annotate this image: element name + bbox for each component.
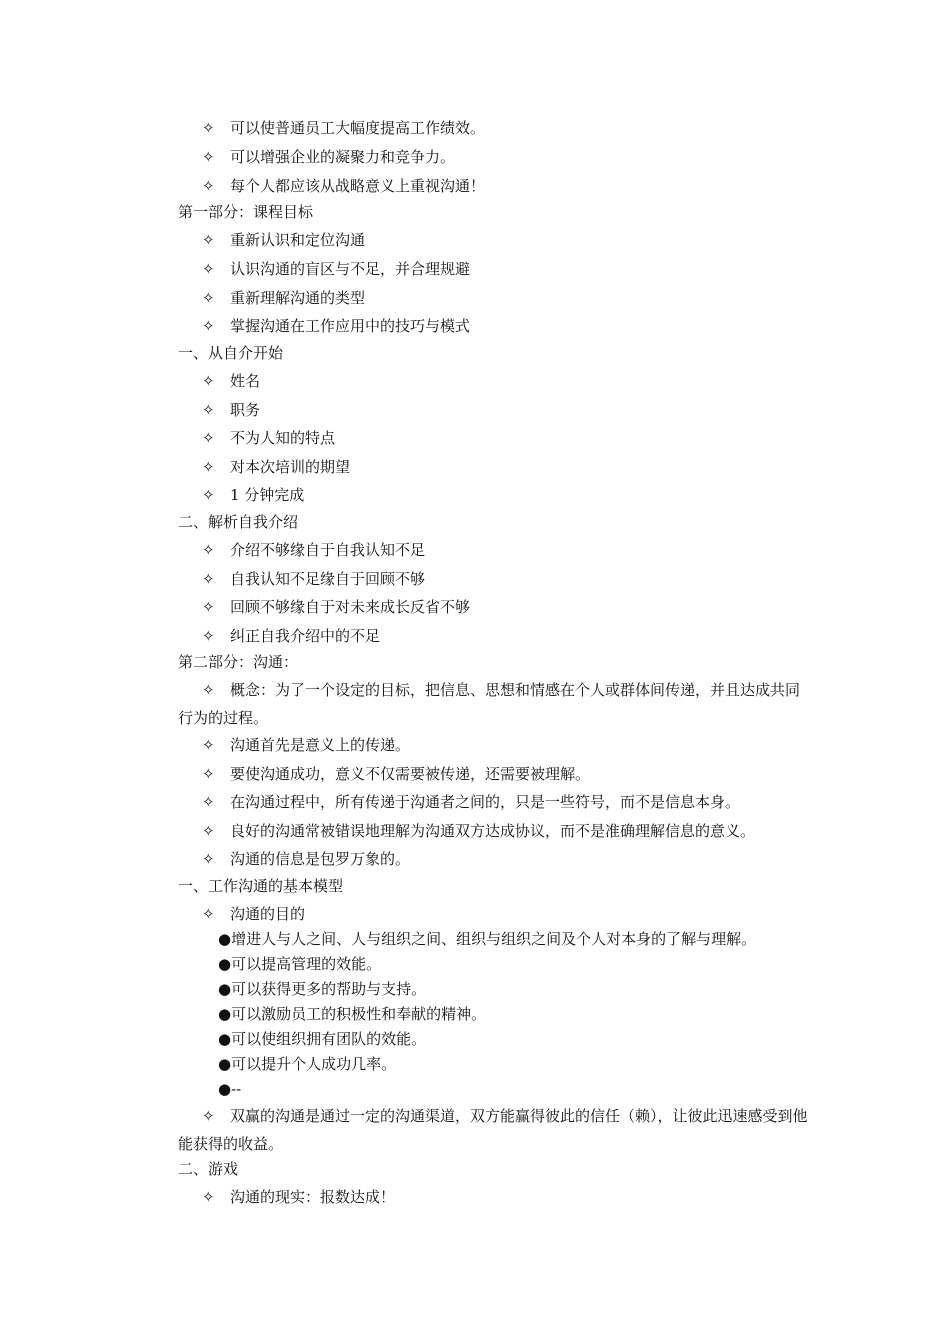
diamond-bullet-icon: ✧	[202, 627, 215, 645]
dot-bullet-icon: ●	[218, 1080, 232, 1098]
bullet-item	[202, 176, 485, 196]
bullet-text: 可以使普通员工大幅度提高工作绩效。	[230, 119, 486, 137]
bullet-item	[202, 792, 740, 812]
dot-item-text: 可以提高管理的效能。	[231, 955, 382, 973]
bullet-item	[202, 1187, 395, 1207]
diamond-bullet-icon: ✧	[202, 317, 215, 335]
bullet-item	[202, 316, 470, 336]
dot-list-item	[218, 979, 426, 999]
paragraph-text: 双赢的沟通是通过一定的沟通渠道，双方能赢得彼此的信任（赖），让彼此迅速感受到他能获得的收益。	[178, 1107, 808, 1153]
diamond-bullet-icon: ✧	[202, 905, 215, 923]
bullet-item	[202, 428, 335, 448]
dot-list-item	[218, 1054, 396, 1074]
dot-list-item	[218, 954, 381, 974]
bullet-item	[202, 626, 380, 646]
bullet-text: 沟通首先是意义上的传递。	[230, 736, 411, 754]
bullet-item	[202, 904, 305, 924]
diamond-bullet-icon: ✧	[202, 822, 215, 840]
diamond-bullet-icon: ✧	[202, 1107, 215, 1125]
bullet-text: 可以增强企业的凝聚力和竞争力。	[230, 148, 456, 166]
diamond-bullet-icon: ✧	[202, 401, 215, 419]
dot-item-text: 可以获得更多的帮助与支持。	[231, 980, 427, 998]
dot-item-text: --	[231, 1080, 242, 1098]
diamond-bullet-icon: ✧	[202, 458, 215, 476]
bullet-text: 纠正自我介绍中的不足	[230, 627, 381, 645]
dot-bullet-icon: ●	[218, 980, 232, 998]
bullet-text: 掌握沟通在工作应用中的技巧与模式	[230, 317, 471, 335]
bullet-item	[202, 230, 365, 250]
dot-list-item	[218, 929, 756, 949]
section-heading: 二、游戏	[178, 1160, 239, 1178]
section-heading: 第二部分：沟通：	[178, 653, 299, 671]
wrapped-bullet-paragraph	[178, 676, 808, 732]
bullet-item	[202, 540, 425, 560]
diamond-bullet-icon: ✧	[202, 793, 215, 811]
bullet-item	[202, 485, 304, 505]
dot-bullet-icon: ●	[218, 1030, 232, 1048]
diamond-bullet-icon: ✧	[202, 765, 215, 783]
section-heading: 一、工作沟通的基本模型	[178, 877, 344, 895]
diamond-bullet-icon: ✧	[202, 260, 215, 278]
bullet-item	[202, 457, 350, 477]
bullet-item	[202, 147, 455, 167]
bullet-text: 良好的沟通常被错误地理解为沟通双方达成协议，而不是准确理解信息的意义。	[230, 822, 756, 840]
dot-bullet-icon: ●	[218, 930, 232, 948]
dot-bullet-icon: ●	[218, 1005, 232, 1023]
bullet-text: 沟通的目的	[230, 905, 306, 923]
bullet-item	[202, 849, 410, 869]
diamond-bullet-icon: ✧	[202, 850, 215, 868]
diamond-bullet-icon: ✧	[202, 372, 215, 390]
diamond-bullet-icon: ✧	[202, 736, 215, 754]
bullet-item	[202, 400, 260, 420]
diamond-bullet-icon: ✧	[202, 429, 215, 447]
bullet-text: 认识沟通的盲区与不足，并合理规避	[230, 260, 471, 278]
bullet-text: 不为人知的特点	[230, 429, 336, 447]
bullet-text: 1 分钟完成	[230, 486, 305, 504]
dot-item-text: 增进人与人之间、人与组织之间、组织与组织之间及个人对本身的了解与理解。	[231, 930, 757, 948]
diamond-bullet-icon: ✧	[202, 289, 215, 307]
section-heading: 一、从自介开始	[178, 344, 284, 362]
wrapped-bullet-paragraph	[178, 1102, 808, 1158]
dot-list-item	[218, 1029, 426, 1049]
dot-item-text: 可以使组织拥有团队的效能。	[231, 1030, 427, 1048]
section-heading: 第一部分：课程目标	[178, 203, 314, 221]
diamond-bullet-icon: ✧	[202, 598, 215, 616]
bullet-text: 重新理解沟通的类型	[230, 289, 366, 307]
diamond-bullet-icon: ✧	[202, 570, 215, 588]
bullet-text: 重新认识和定位沟通	[230, 231, 366, 249]
diamond-bullet-icon: ✧	[202, 119, 215, 137]
bullet-text: 要使沟通成功，意义不仅需要被传递，还需要被理解。	[230, 765, 591, 783]
bullet-text: 姓名	[230, 372, 261, 390]
section-heading: 二、解析自我介绍	[178, 513, 299, 531]
diamond-bullet-icon: ✧	[202, 177, 215, 195]
paragraph-text: 概念：为了一个设定的目标，把信息、思想和情感在个人或群体间传递，并且达成共同行为的过程。	[178, 681, 801, 727]
bullet-item	[202, 569, 425, 589]
bullet-item	[202, 288, 365, 308]
diamond-bullet-icon: ✧	[202, 486, 215, 504]
bullet-item	[202, 371, 260, 391]
dot-bullet-icon: ●	[218, 955, 232, 973]
dot-item-text: 可以提升个人成功几率。	[231, 1055, 397, 1073]
bullet-item	[202, 735, 410, 755]
bullet-item	[202, 118, 485, 138]
bullet-item	[202, 821, 755, 841]
bullet-text: 沟通的信息是包罗万象的。	[230, 850, 411, 868]
bullet-item	[202, 259, 470, 279]
diamond-bullet-icon: ✧	[202, 231, 215, 249]
dot-list-item	[218, 1079, 241, 1099]
bullet-item	[202, 764, 590, 784]
bullet-text: 在沟通过程中，所有传递于沟通者之间的，只是一些符号，而不是信息本身。	[230, 793, 741, 811]
bullet-text: 介绍不够缘自于自我认知不足	[230, 541, 426, 559]
bullet-text: 每个人都应该从战略意义上重视沟通！	[230, 177, 486, 195]
dot-bullet-icon: ●	[218, 1055, 232, 1073]
bullet-text: 对本次培训的期望	[230, 458, 351, 476]
dot-item-text: 可以激励员工的积极性和奉献的精神。	[231, 1005, 487, 1023]
bullet-item	[202, 597, 470, 617]
diamond-bullet-icon: ✧	[202, 681, 215, 699]
dot-list-item	[218, 1004, 486, 1024]
diamond-bullet-icon: ✧	[202, 1188, 215, 1206]
diamond-bullet-icon: ✧	[202, 148, 215, 166]
bullet-text: 职务	[230, 401, 261, 419]
bullet-text: 回顾不够缘自于对未来成长反省不够	[230, 598, 471, 616]
bullet-text: 自我认知不足缘自于回顾不够	[230, 570, 426, 588]
diamond-bullet-icon: ✧	[202, 541, 215, 559]
bullet-text: 沟通的现实：报数达成！	[230, 1188, 396, 1206]
